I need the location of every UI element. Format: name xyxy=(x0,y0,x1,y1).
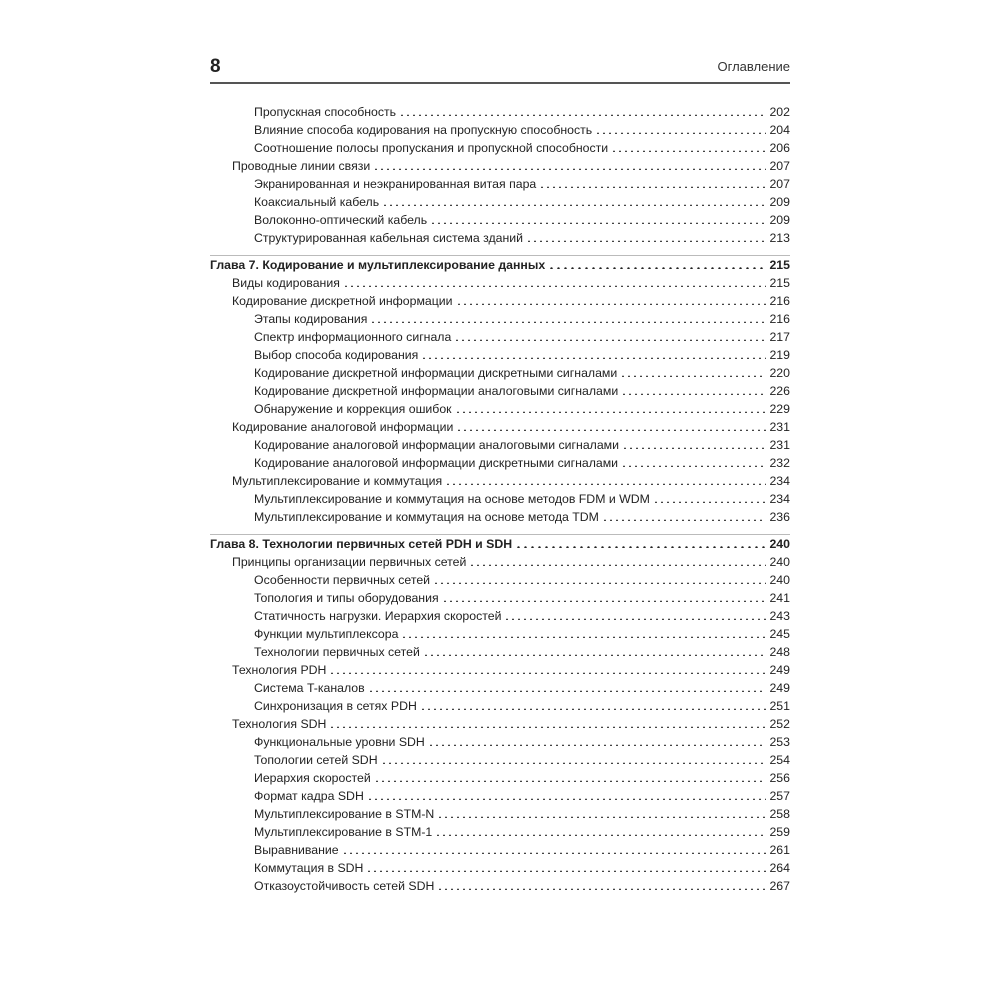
toc-entry[interactable] xyxy=(210,436,790,454)
entry-title: Влияние способа кодирования на пропускную способность xyxy=(254,123,593,137)
dot-leader xyxy=(382,196,766,206)
toc-entry[interactable] xyxy=(210,733,790,751)
toc-entry[interactable] xyxy=(210,292,790,310)
entry-page-number: 259 xyxy=(769,825,790,839)
toc-entry[interactable] xyxy=(210,589,790,607)
toc-entry[interactable] xyxy=(210,787,790,805)
dot-leader xyxy=(621,385,766,395)
toc-entry[interactable] xyxy=(210,382,790,400)
dot-leader xyxy=(437,880,766,890)
toc-entry[interactable] xyxy=(210,769,790,787)
entry-title: Особенности первичных сетей xyxy=(254,573,431,587)
table-of-contents xyxy=(210,103,790,895)
dot-leader xyxy=(420,700,767,710)
entry-title: Выравнивание xyxy=(254,843,339,857)
entry-page-number: 248 xyxy=(769,645,790,659)
entry-page-number: 220 xyxy=(769,366,790,380)
entry-title: Технологии первичных сетей xyxy=(254,645,420,659)
dot-leader xyxy=(602,511,767,521)
toc-entry[interactable] xyxy=(210,877,790,895)
toc-entry[interactable] xyxy=(210,607,790,625)
entry-title: Функциональные уровни SDH xyxy=(254,735,425,749)
dot-leader xyxy=(433,574,766,584)
entry-title: Виды кодирования xyxy=(232,276,340,290)
dot-leader xyxy=(526,232,766,242)
toc-entry[interactable] xyxy=(210,229,790,247)
entry-page-number: 216 xyxy=(769,294,790,308)
dot-leader xyxy=(620,367,766,377)
toc-entry[interactable] xyxy=(210,490,790,508)
entry-page-number: 232 xyxy=(769,456,790,470)
dot-leader xyxy=(442,592,767,602)
toc-entry[interactable] xyxy=(210,346,790,364)
entry-page-number: 202 xyxy=(769,105,790,119)
page-number: 8 xyxy=(210,56,221,77)
dot-leader xyxy=(381,754,767,764)
entry-page-number: 231 xyxy=(769,420,790,434)
dot-leader xyxy=(595,124,766,134)
dot-leader xyxy=(423,646,767,656)
dot-leader xyxy=(373,160,766,170)
entry-page-number: 249 xyxy=(769,663,790,677)
dot-leader xyxy=(653,493,767,503)
entry-page-number: 207 xyxy=(769,177,790,191)
page-header xyxy=(210,56,790,84)
entry-title: Иерархия скоростей xyxy=(254,771,371,785)
entry-page-number: 219 xyxy=(769,348,790,362)
entry-page-number: 231 xyxy=(769,438,790,452)
entry-title: Технология PDH xyxy=(232,663,327,677)
entry-page-number: 252 xyxy=(769,717,790,731)
toc-entry[interactable] xyxy=(210,625,790,643)
entry-title: Мультиплексирование и коммутация xyxy=(232,474,443,488)
toc-entry[interactable] xyxy=(210,157,790,175)
entry-title: Мультиплексирование в STM-1 xyxy=(254,825,433,839)
dot-leader xyxy=(367,790,767,800)
toc-entry[interactable] xyxy=(210,139,790,157)
toc-entry[interactable] xyxy=(210,679,790,697)
entry-title: Кодирование дискретной информации дискретными сигналами xyxy=(254,366,618,380)
toc-entry[interactable] xyxy=(210,193,790,211)
entry-page-number: 245 xyxy=(769,627,790,641)
dot-leader xyxy=(456,421,766,431)
toc-entry[interactable] xyxy=(210,274,790,292)
entry-page-number: 216 xyxy=(769,312,790,326)
entry-title: Кодирование дискретной информации xyxy=(232,294,453,308)
toc-entry[interactable] xyxy=(210,310,790,328)
dot-leader xyxy=(329,718,766,728)
entry-title: Синхронизация в сетях PDH xyxy=(254,699,417,713)
dot-leader xyxy=(401,628,766,638)
toc-chapter-entry[interactable] xyxy=(210,534,790,553)
toc-entry[interactable] xyxy=(210,697,790,715)
toc-entry[interactable] xyxy=(210,859,790,877)
dot-leader xyxy=(548,259,766,269)
entry-page-number: 241 xyxy=(769,591,790,605)
entry-title: Функции мультиплексора xyxy=(254,627,399,641)
dot-leader xyxy=(504,610,766,620)
entry-title: Пропускная способность xyxy=(254,105,397,119)
dot-leader xyxy=(469,556,766,566)
entry-page-number: 209 xyxy=(769,195,790,209)
toc-entry[interactable] xyxy=(210,823,790,841)
dot-leader xyxy=(456,295,767,305)
dot-leader xyxy=(343,277,767,287)
entry-title: Экранированная и неэкранированная витая пара xyxy=(254,177,537,191)
dot-leader xyxy=(368,682,767,692)
entry-page-number: 204 xyxy=(769,123,790,137)
toc-entry[interactable] xyxy=(210,805,790,823)
entry-title: Топологии сетей SDH xyxy=(254,753,378,767)
entry-title: Проводные линии связи xyxy=(232,159,371,173)
entry-title: Коммутация в SDH xyxy=(254,861,364,875)
toc-entry[interactable] xyxy=(210,328,790,346)
dot-leader xyxy=(437,808,766,818)
entry-page-number: 243 xyxy=(769,609,790,623)
entry-page-number: 206 xyxy=(769,141,790,155)
entry-page-number: 207 xyxy=(769,159,790,173)
dot-leader xyxy=(539,178,766,188)
dot-leader xyxy=(455,403,767,413)
toc-chapter-entry[interactable] xyxy=(210,255,790,274)
toc-entry[interactable] xyxy=(210,643,790,661)
toc-entry[interactable] xyxy=(210,715,790,733)
entry-title: Мультиплексирование и коммутация на основе метода TDM xyxy=(254,510,599,524)
entry-title: Принципы организации первичных сетей xyxy=(232,555,467,569)
entry-page-number: 261 xyxy=(769,843,790,857)
entry-page-number: 229 xyxy=(769,402,790,416)
toc-entry[interactable] xyxy=(210,454,790,472)
entry-title: Формат кадра SDH xyxy=(254,789,364,803)
toc-entry[interactable] xyxy=(210,508,790,526)
entry-title: Статичность нагрузки. Иерархия скоростей xyxy=(254,609,502,623)
entry-page-number: 258 xyxy=(769,807,790,821)
toc-entry[interactable] xyxy=(210,211,790,229)
entry-title: Кодирование аналоговой информации дискретными сигналами xyxy=(254,456,619,470)
dot-leader xyxy=(611,142,766,152)
entry-page-number: 226 xyxy=(769,384,790,398)
dot-leader xyxy=(374,772,767,782)
entry-title: Структурированная кабельная система зданий xyxy=(254,231,524,245)
entry-page-number: 240 xyxy=(769,573,790,587)
entry-page-number: 213 xyxy=(769,231,790,245)
entry-page-number: 234 xyxy=(769,492,790,506)
toc-entry[interactable] xyxy=(210,364,790,382)
entry-title: Глава 7. Кодирование и мультиплексирование данных xyxy=(210,258,546,272)
entry-title: Коаксиальный кабель xyxy=(254,195,380,209)
entry-title: Технология SDH xyxy=(232,717,327,731)
toc-entry[interactable] xyxy=(210,418,790,436)
toc-entry[interactable] xyxy=(210,103,790,121)
entry-page-number: 240 xyxy=(769,555,790,569)
entry-page-number: 209 xyxy=(769,213,790,227)
entry-title: Топология и типы оборудования xyxy=(254,591,439,605)
entry-title: Этапы кодирования xyxy=(254,312,368,326)
dot-leader xyxy=(329,664,766,674)
toc-entry[interactable] xyxy=(210,553,790,571)
toc-entry[interactable] xyxy=(210,841,790,859)
dot-leader xyxy=(430,214,766,224)
dot-leader xyxy=(342,844,767,854)
toc-entry[interactable] xyxy=(210,661,790,679)
entry-title: Глава 8. Технологии первичных сетей PDH и SDH xyxy=(210,537,513,551)
entry-title: Мультиплексирование в STM-N xyxy=(254,807,435,821)
entry-page-number: 254 xyxy=(769,753,790,767)
entry-title: Кодирование аналоговой информации xyxy=(232,420,454,434)
dot-leader xyxy=(399,106,766,116)
entry-title: Мультиплексирование и коммутация на основе методов FDM и WDM xyxy=(254,492,650,506)
toc-entry[interactable] xyxy=(210,121,790,139)
running-title: Оглавление xyxy=(717,59,790,74)
entry-page-number: 267 xyxy=(769,879,790,893)
entry-title: Выбор способа кодирования xyxy=(254,348,419,362)
entry-page-number: 215 xyxy=(769,258,790,272)
dot-leader xyxy=(435,826,766,836)
toc-entry[interactable] xyxy=(210,472,790,490)
toc-entry[interactable] xyxy=(210,751,790,769)
entry-title: Отказоустойчивость сетей SDH xyxy=(254,879,435,893)
entry-page-number: 264 xyxy=(769,861,790,875)
dot-leader xyxy=(370,313,766,323)
entry-page-number: 251 xyxy=(769,699,790,713)
toc-entry[interactable] xyxy=(210,400,790,418)
dot-leader xyxy=(421,349,766,359)
dot-leader xyxy=(428,736,767,746)
entry-title: Система T-каналов xyxy=(254,681,365,695)
entry-page-number: 215 xyxy=(769,276,790,290)
entry-title: Спектр информационного сигнала xyxy=(254,330,452,344)
entry-title: Кодирование дискретной информации аналоговыми сигналами xyxy=(254,384,619,398)
dot-leader xyxy=(445,475,766,485)
entry-page-number: 234 xyxy=(769,474,790,488)
entry-page-number: 257 xyxy=(769,789,790,803)
entry-page-number: 249 xyxy=(769,681,790,695)
dot-leader xyxy=(515,538,766,548)
dot-leader xyxy=(622,439,766,449)
entry-page-number: 256 xyxy=(769,771,790,785)
dot-leader xyxy=(621,457,766,467)
entry-title: Соотношение полосы пропускания и пропускной способности xyxy=(254,141,609,155)
toc-entry[interactable] xyxy=(210,175,790,193)
entry-title: Обнаружение и коррекция ошибок xyxy=(254,402,452,416)
entry-page-number: 253 xyxy=(769,735,790,749)
dot-leader xyxy=(454,331,766,341)
entry-page-number: 240 xyxy=(769,537,790,551)
entry-page-number: 217 xyxy=(769,330,790,344)
toc-entry[interactable] xyxy=(210,571,790,589)
entry-page-number: 236 xyxy=(769,510,790,524)
entry-title: Кодирование аналоговой информации аналоговыми сигналами xyxy=(254,438,619,452)
entry-title: Волоконно-оптический кабель xyxy=(254,213,428,227)
dot-leader xyxy=(366,862,766,872)
